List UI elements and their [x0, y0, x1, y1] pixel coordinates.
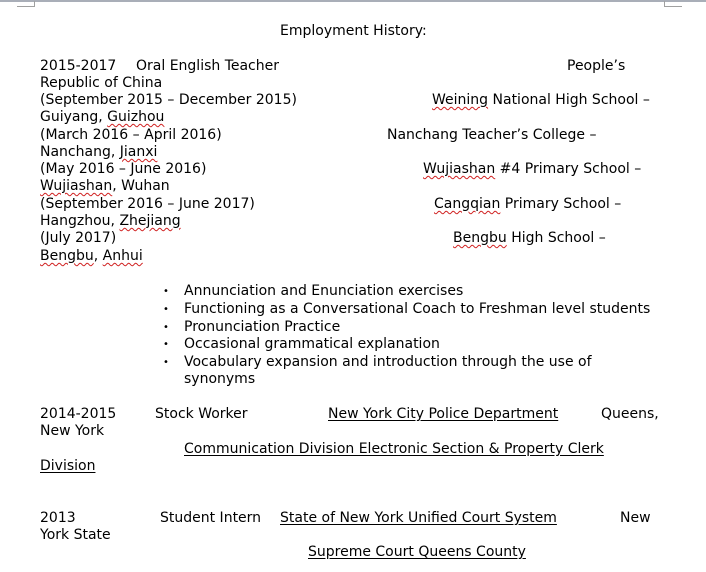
post1-province: Guizhou: [107, 109, 165, 125]
job3-organization: State of New York Unified Court System: [280, 510, 557, 526]
post5-school-name: Bengbu: [453, 230, 507, 246]
post4-dates: (September 2016 – June 2017): [40, 196, 255, 212]
bullet-icon: •: [163, 322, 169, 333]
post3-location: [40, 178, 170, 195]
page-top-edge: [0, 0, 706, 2]
post4-location: [40, 213, 181, 230]
bullet-icon: •: [163, 304, 169, 315]
job2-department-part1: Communication Division Electronic Section & Property Clerk: [184, 441, 604, 457]
job3-location-part1: New: [620, 510, 651, 526]
post1-school-name: Weining: [432, 92, 489, 108]
post4-school: [434, 196, 621, 213]
post5-location: Bengbu, Anhui: [40, 248, 143, 264]
job3-department: Supreme Court Queens County: [308, 544, 526, 560]
duty-item: Pronunciation Practice: [184, 319, 341, 335]
job2-location-part1: Queens,: [601, 406, 659, 422]
job1-country-part2: Republic of China: [40, 75, 163, 91]
job1-years: 2015-2017: [40, 58, 117, 74]
post5-school-rest: High School –: [506, 230, 606, 246]
post3-city: Wujiashan: [40, 178, 113, 194]
job3-location-part2: York State: [40, 527, 111, 543]
post1-school-rest: National High School –: [488, 92, 650, 108]
job1-title: Oral English Teacher: [136, 58, 280, 74]
post5-province: Anhui: [102, 248, 143, 264]
job1-country-part1: People’s: [567, 58, 626, 74]
job2-organization: New York City Police Department: [328, 406, 559, 422]
post2-province: Jianxi: [119, 144, 158, 160]
job2-department-part2: Division: [40, 458, 96, 474]
duty-item: Functioning as a Conversational Coach to Freshman level students: [184, 301, 651, 317]
duty-item: Vocabulary expansion and introduction through the use of: [184, 354, 592, 370]
post5-dates: (July 2017): [40, 230, 117, 246]
section-heading: Employment History:: [280, 23, 427, 39]
post1-location: [40, 109, 164, 126]
margin-corner-mark-left: [17, 1, 35, 7]
post3-school-rest: #4 Primary School –: [495, 161, 642, 177]
post5-city: Bengbu: [40, 248, 94, 264]
post3-school: [423, 161, 641, 178]
post3-school-name: Wujiashan: [423, 161, 496, 177]
duty-item: Occasional grammatical explanation: [184, 336, 440, 352]
job2-years: 2014-2015: [40, 406, 117, 422]
bullet-icon: •: [163, 286, 169, 297]
post3-city-rest: , Wuhan: [112, 178, 170, 194]
post4-province: Zhejiang: [119, 213, 181, 229]
job3-title: Student Intern: [160, 510, 262, 526]
post1-dates: (September 2015 – December 2015): [40, 92, 297, 108]
post3-dates: (May 2016 – June 2016): [40, 161, 207, 177]
post1-school: [432, 92, 650, 109]
bullet-icon: •: [163, 357, 169, 368]
post4-school-name: Cangqian: [434, 196, 501, 212]
job2-title: Stock Worker: [155, 406, 248, 422]
post2-school: Nanchang Teacher’s College –: [387, 127, 597, 143]
duty-item-continued: synonyms: [184, 371, 256, 387]
post4-city: Hangzhou,: [40, 213, 120, 229]
job2-location-part2: New York: [40, 423, 105, 439]
post1-city: Guiyang,: [40, 109, 108, 125]
post5-school: [453, 230, 606, 247]
post4-school-rest: Primary School –: [500, 196, 622, 212]
margin-corner-mark-right: [664, 1, 682, 7]
post2-dates: (March 2016 – April 2016): [40, 127, 222, 143]
duty-item: Annunciation and Enunciation exercises: [184, 283, 464, 299]
bullet-icon: •: [163, 339, 169, 350]
post2-location: [40, 144, 157, 161]
post2-city: Nanchang,: [40, 144, 120, 160]
job3-years: 2013: [40, 510, 76, 526]
